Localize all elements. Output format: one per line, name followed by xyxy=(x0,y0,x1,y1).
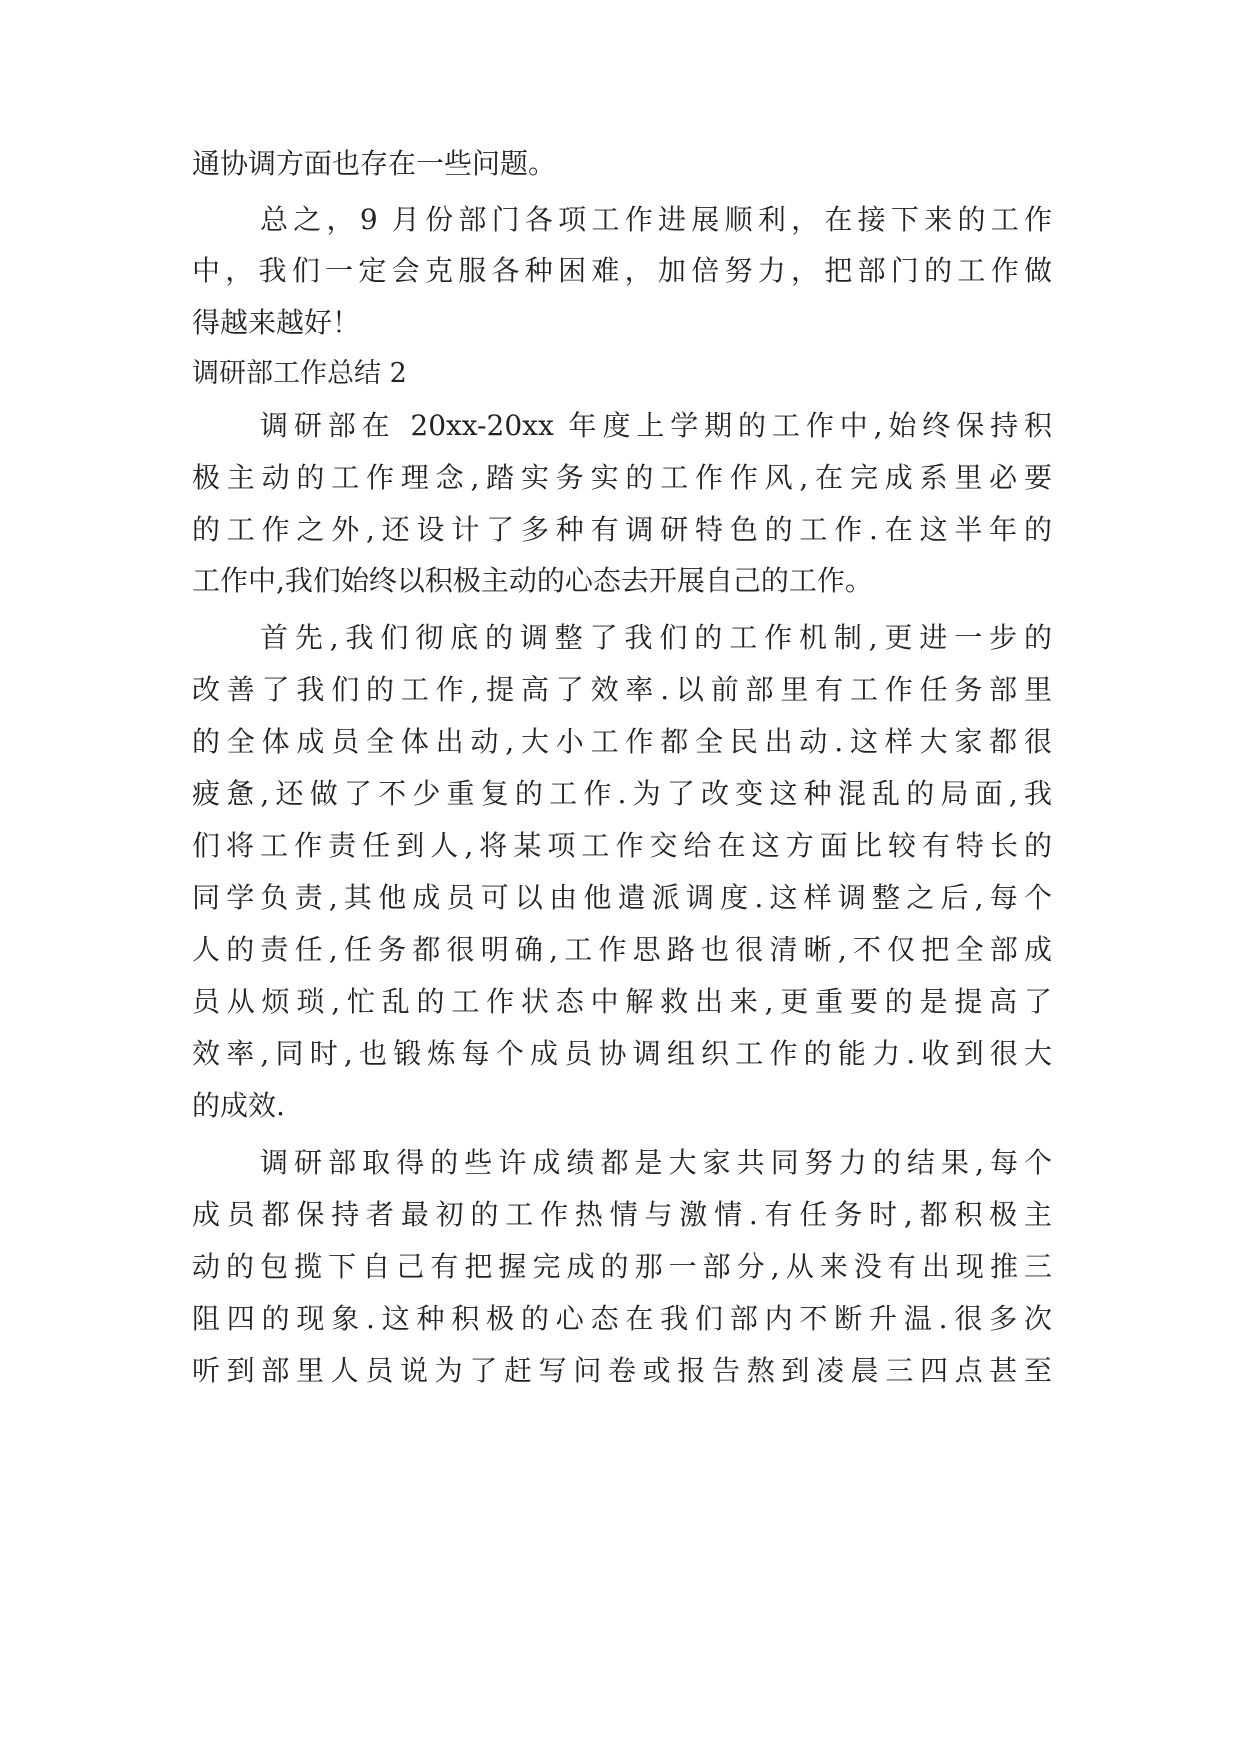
paragraph-line: 动的包揽下自己有把握完成的那一部分,从来没有出现推三 xyxy=(192,1250,1052,1283)
paragraph-line: 中，我们一定会克服各种困难，加倍努力，把部门的工作做 xyxy=(192,254,1052,287)
paragraph-line: 们将工作责任到人,将某项工作交给在这方面比较有特长的 xyxy=(192,829,1052,862)
paragraph-line: 听到部里人员说为了赶写问卷或报告熬到凌晨三四点甚至 xyxy=(192,1354,1052,1387)
paragraph-line: 阻四的现象.这种积极的心态在我们部内不断升温.很多次 xyxy=(192,1302,1052,1335)
paragraph-line: 通协调方面也存在一些问题。 xyxy=(192,147,557,180)
paragraph-line: 工作中,我们始终以积极主动的心态去开展自己的工作。 xyxy=(192,564,873,597)
paragraph-line: 改善了我们的工作,提高了效率.以前部里有工作任务部里 xyxy=(192,673,1052,706)
paragraph-line: 首先,我们彻底的调整了我们的工作机制,更进一步的 xyxy=(260,621,1052,654)
paragraph-line: 调研部取得的些许成绩都是大家共同努力的结果,每个 xyxy=(260,1146,1052,1179)
paragraph-line: 疲惫,还做了不少重复的工作.为了改变这种混乱的局面,我 xyxy=(192,777,1052,810)
paragraph-line: 的成效. xyxy=(192,1089,285,1122)
paragraph-line: 总之，9 月份部门各项工作进展顺利，在接下来的工作 xyxy=(260,203,1052,236)
paragraph-line: 员从烦琐,忙乱的工作状态中解救出来,更重要的是提高了 xyxy=(192,985,1052,1018)
paragraph-line: 得越来越好！ xyxy=(192,306,361,339)
paragraph-line: 的全体成员全体出动,大小工作都全民出动.这样大家都很 xyxy=(192,725,1052,758)
paragraph-line: 成员都保持者最初的工作热情与激情.有任务时,都积极主 xyxy=(192,1198,1052,1231)
paragraph-line: 人的责任,任务都很明确,工作思路也很清晰,不仅把全部成 xyxy=(192,933,1052,966)
section-heading: 调研部工作总结 2 xyxy=(192,358,407,389)
paragraph-line: 的工作之外,还设计了多种有调研特色的工作.在这半年的 xyxy=(192,513,1052,546)
paragraph-line: 极主动的工作理念,踏实务实的工作作风,在完成系里必要 xyxy=(192,461,1052,494)
paragraph-line: 调研部在 20xx-20xx 年度上学期的工作中,始终保持积 xyxy=(260,409,1052,442)
paragraph-line: 同学负责,其他成员可以由他遣派调度.这样调整之后,每个 xyxy=(192,881,1052,914)
paragraph-line: 效率,同时,也锻炼每个成员协调组织工作的能力.收到很大 xyxy=(192,1037,1052,1070)
